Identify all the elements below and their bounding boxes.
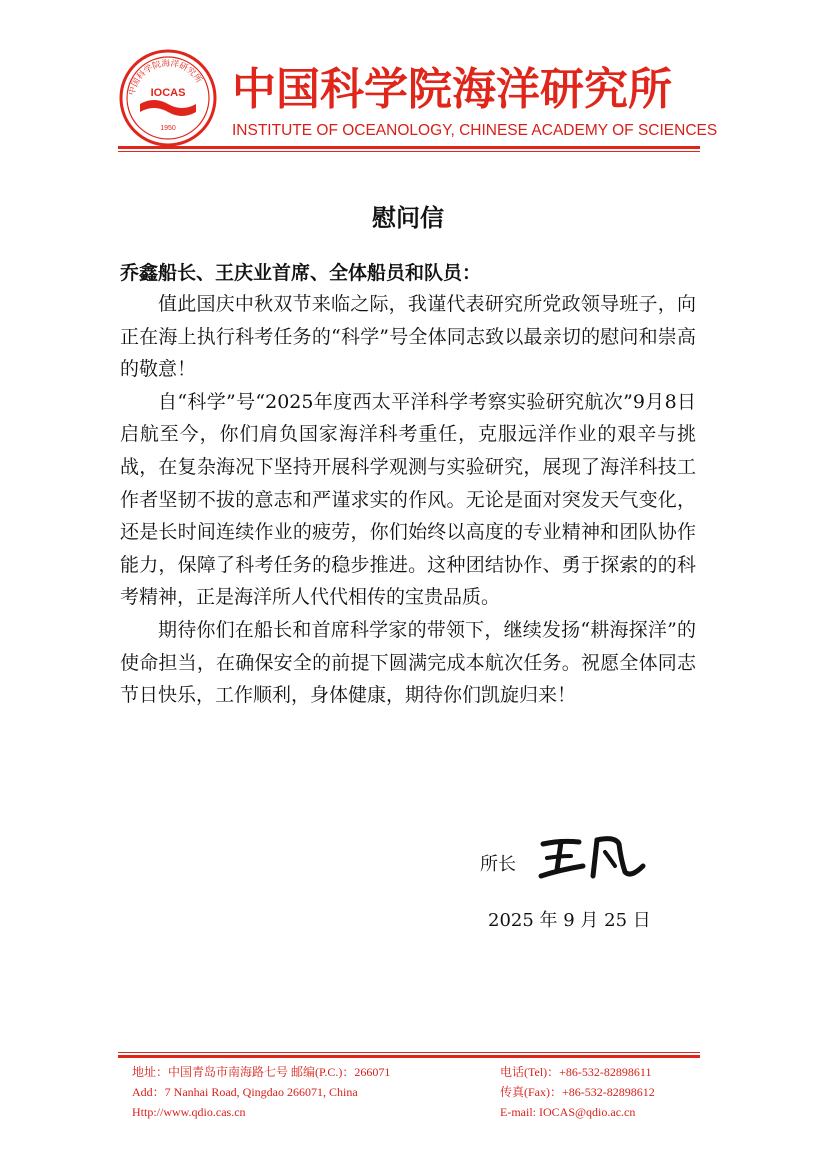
institute-name-en: INSTITUTE OF OCEANOLOGY, CHINESE ACADEMY OF SCIENCES xyxy=(232,122,718,139)
letter-date: 2025 年 9 月 25 日 xyxy=(488,910,651,931)
institute-logo-seal xyxy=(118,48,218,148)
paragraph-3: 期待你们在船长和首席科学家的带领下，继续发扬“耕海探洋”的使命担当，在确保安全的前提下圆满完成本航次任务。祝愿全体同志节日快乐，工作顺利，身体健康，期待你们凯旋归来！ xyxy=(120,618,696,707)
paragraph-2: 自“科学”号“2025年度西太平洋科学考察实验研究航次”9月8日启航至今，你们肩负国家海洋科考重任，克服远洋作业的艰辛与挑战，在复杂海况下坚持开展科学观测与实验研究，展现了海洋科技工作者坚韧不拔的意志和严谨求实的作风。无论是面对突发天气变化，还是长时间连续作业的疲劳，你们始终以高度的专业精神和团队协作能力，保障了科考任务的稳步推进。这种团结协作、勇于探索的的科考精神，正是海洋所人代代相传的宝贵品质。 xyxy=(120,390,696,609)
letter-title: 慰问信 xyxy=(372,204,444,232)
header-divider xyxy=(118,146,700,152)
svg-text:1950: 1950 xyxy=(160,125,176,132)
footer-website[interactable]: Http://www.qdio.cas.cn xyxy=(132,1105,246,1119)
paragraph-1: 值此国庆中秋双节来临之际，我谨代表研究所党政领导班子，向正在海上执行科考任务的“科学”号全体同志致以最亲切的慰问和崇高的敬意！ xyxy=(120,293,696,381)
svg-text:中国科学院海洋研究所: 中国科学院海洋研究所 xyxy=(127,58,204,97)
footer-divider xyxy=(118,1052,700,1058)
footer-fax: 传真(Fax)：+86-532-82898612 xyxy=(500,1085,655,1099)
institute-name-cn: 中国科学院海洋研究所 xyxy=(232,64,672,115)
salutation: 乔鑫船长、王庆业首席、全体船员和队员： xyxy=(120,262,482,284)
signatory-title: 所长 xyxy=(480,854,516,875)
letter-body xyxy=(120,288,696,712)
footer-address-en: Add：7 Nanhai Road, Qingdao 266071, China xyxy=(132,1085,358,1099)
svg-text:IOCAS: IOCAS xyxy=(150,87,186,99)
footer-email[interactable]: E-mail: IOCAS@qdio.ac.cn xyxy=(500,1105,636,1119)
footer-tel: 电话(Tel)：+86-532-82898611 xyxy=(500,1065,652,1079)
footer-address-cn: 地址：中国青岛市南海路七号 邮编(P.C.)：266071 xyxy=(132,1065,391,1079)
handwritten-signature xyxy=(535,826,650,888)
